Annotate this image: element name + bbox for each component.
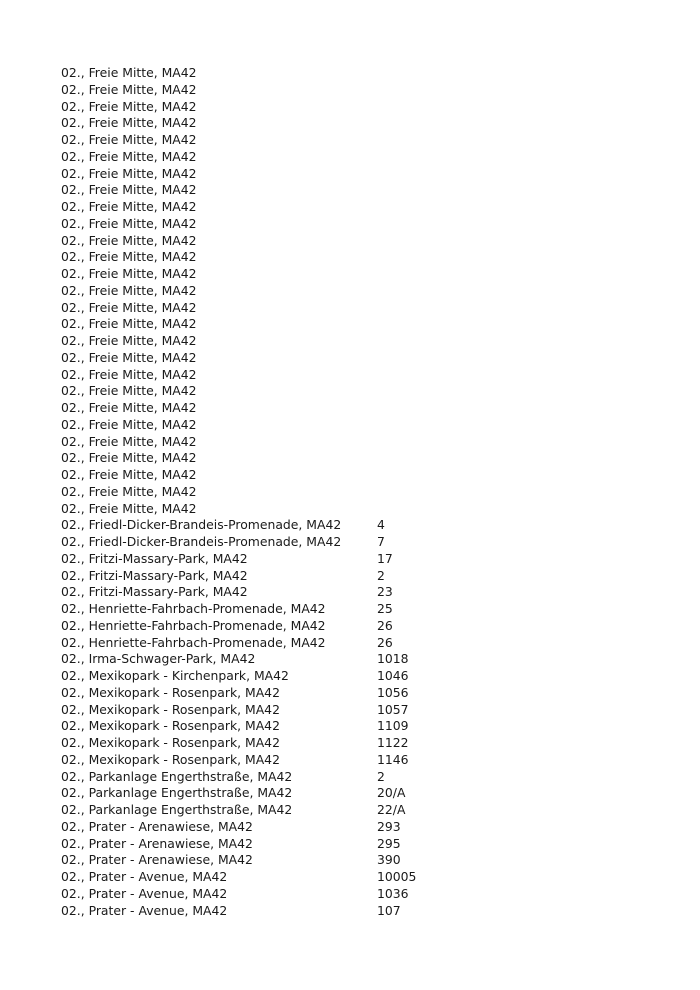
list-item: [61, 685, 661, 702]
location-name: 02., Freie Mitte, MA42: [61, 115, 197, 131]
location-number: 2: [377, 768, 385, 784]
list-item: [61, 852, 661, 869]
location-name: 02., Freie Mitte, MA42: [61, 366, 197, 382]
list-item: [61, 551, 661, 568]
list-item: [61, 467, 661, 484]
list-item: [61, 618, 661, 635]
location-name: 02., Freie Mitte, MA42: [61, 266, 197, 281]
location-name: 02., Freie Mitte, MA42: [61, 148, 197, 164]
location-name: 02., Freie Mitte, MA42: [61, 383, 197, 399]
location-name: 02., Prater - Avenue, MA42: [61, 869, 228, 884]
list-item: [61, 132, 661, 149]
list-item: [61, 568, 661, 585]
location-name: 02., Henriette-Fahrbach-Promenade, MA42: [61, 634, 326, 650]
location-name: 02., Freie Mitte, MA42: [61, 132, 197, 147]
location-name: 02., Fritzi-Massary-Park, MA42: [61, 584, 248, 600]
list-item: [61, 350, 661, 367]
list-item: [61, 752, 661, 769]
list-item: [61, 584, 661, 601]
location-number: 26: [377, 634, 393, 650]
list-item: [61, 82, 661, 99]
location-name: 02., Prater - Avenue, MA42: [61, 902, 228, 918]
location-number: 1036: [377, 885, 409, 901]
location-number: 107: [377, 902, 401, 918]
list-item: [61, 115, 661, 132]
list-item: [61, 903, 661, 920]
location-number: 293: [377, 818, 401, 834]
location-number: 1122: [377, 735, 409, 750]
list-item: [61, 400, 661, 417]
list-item: [61, 199, 661, 216]
location-number: 390: [377, 852, 401, 868]
list-item: [61, 434, 661, 451]
list-item: [61, 266, 661, 283]
list-item: [61, 785, 661, 802]
list-item: [61, 517, 661, 534]
location-name: 02., Prater - Avenue, MA42: [61, 885, 228, 901]
location-name: 02., Freie Mitte, MA42: [61, 81, 197, 97]
location-name: 02., Freie Mitte, MA42: [61, 182, 197, 198]
location-name: 02., Irma-Schwager-Park, MA42: [61, 651, 256, 667]
list-item: [61, 283, 661, 300]
location-name: 02., Freie Mitte, MA42: [61, 500, 197, 516]
location-number: 25: [377, 601, 393, 616]
list-item: [61, 249, 661, 266]
list-item: [61, 233, 661, 250]
list-item: [61, 534, 661, 551]
list-item: [61, 836, 661, 853]
location-number: 1018: [377, 651, 409, 667]
list-item: [61, 166, 661, 183]
list-item: [61, 802, 661, 819]
location-name: 02., Freie Mitte, MA42: [61, 467, 197, 482]
location-number: 23: [377, 584, 393, 600]
location-name: 02., Freie Mitte, MA42: [61, 215, 197, 231]
location-name: 02., Freie Mitte, MA42: [61, 249, 197, 265]
list-item: [61, 300, 661, 317]
location-name: 02., Mexikopark - Rosenpark, MA42: [61, 684, 280, 700]
location-number: 17: [377, 550, 393, 566]
list-item: [61, 635, 661, 652]
location-name: 02., Friedl-Dicker-Brandeis-Promenade, MA42: [61, 534, 342, 549]
location-number: 20/A: [377, 785, 406, 801]
list-item: [61, 886, 661, 903]
location-number: 1056: [377, 684, 409, 700]
location-name: 02., Freie Mitte, MA42: [61, 165, 197, 181]
location-name: 02., Freie Mitte, MA42: [61, 282, 197, 298]
list-item: [61, 65, 661, 82]
location-name: 02., Friedl-Dicker-Brandeis-Promenade, MA42: [61, 517, 342, 533]
list-item: [61, 216, 661, 233]
list-item: [61, 316, 661, 333]
location-number: 10005: [377, 869, 417, 884]
list-item: [61, 450, 661, 467]
location-name: 02., Prater - Arenawiese, MA42: [61, 835, 253, 851]
location-number: 295: [377, 835, 401, 851]
list-item: [61, 501, 661, 518]
location-name: 02., Fritzi-Massary-Park, MA42: [61, 550, 248, 566]
location-name: 02., Freie Mitte, MA42: [61, 450, 197, 466]
location-name: 02., Freie Mitte, MA42: [61, 299, 197, 315]
location-number: 2: [377, 567, 385, 583]
location-name: 02., Prater - Arenawiese, MA42: [61, 818, 253, 834]
list-item: [61, 869, 661, 886]
list-item: [61, 484, 661, 501]
location-number: 1057: [377, 701, 409, 717]
location-name: 02., Freie Mitte, MA42: [61, 316, 197, 332]
list-item: [61, 367, 661, 384]
location-name: 02., Freie Mitte, MA42: [61, 65, 197, 80]
location-name: 02., Parkanlage Engerthstraße, MA42: [61, 768, 293, 784]
location-name: 02., Mexikopark - Rosenpark, MA42: [61, 751, 280, 767]
location-name: 02., Freie Mitte, MA42: [61, 333, 197, 348]
location-name: 02., Mexikopark - Rosenpark, MA42: [61, 701, 280, 717]
location-number: 7: [377, 534, 385, 549]
list-item: [61, 417, 661, 434]
location-name: 02., Henriette-Fahrbach-Promenade, MA42: [61, 601, 326, 616]
list-item: [61, 182, 661, 199]
list-item: [61, 651, 661, 668]
location-name: 02., Freie Mitte, MA42: [61, 433, 197, 449]
location-name: 02., Freie Mitte, MA42: [61, 199, 197, 214]
location-name: 02., Freie Mitte, MA42: [61, 400, 197, 415]
list-item: [61, 668, 661, 685]
location-name: 02., Mexikopark - Rosenpark, MA42: [61, 718, 280, 734]
list-item: [61, 149, 661, 166]
location-name: 02., Fritzi-Massary-Park, MA42: [61, 567, 248, 583]
location-number: 26: [377, 617, 393, 633]
location-name: 02., Mexikopark - Kirchenpark, MA42: [61, 668, 289, 683]
location-name: 02., Freie Mitte, MA42: [61, 98, 197, 114]
location-list: [61, 65, 661, 919]
location-number: 4: [377, 517, 385, 533]
location-number: 1046: [377, 668, 409, 683]
list-item: [61, 333, 661, 350]
list-item: [61, 702, 661, 719]
location-name: 02., Henriette-Fahrbach-Promenade, MA42: [61, 617, 326, 633]
location-number: 1109: [377, 718, 409, 734]
list-item: [61, 718, 661, 735]
location-name: 02., Prater - Arenawiese, MA42: [61, 852, 253, 868]
location-name: 02., Freie Mitte, MA42: [61, 483, 197, 499]
location-name: 02., Freie Mitte, MA42: [61, 349, 197, 365]
location-number: 22/A: [377, 802, 406, 817]
list-item: [61, 99, 661, 116]
list-item: [61, 383, 661, 400]
location-name: 02., Parkanlage Engerthstraße, MA42: [61, 802, 293, 817]
list-item: [61, 735, 661, 752]
location-number: 1146: [377, 751, 409, 767]
location-name: 02., Freie Mitte, MA42: [61, 416, 197, 432]
location-name: 02., Parkanlage Engerthstraße, MA42: [61, 785, 293, 801]
location-name: 02., Mexikopark - Rosenpark, MA42: [61, 735, 280, 750]
list-item: [61, 601, 661, 618]
list-item: [61, 819, 661, 836]
list-item: [61, 769, 661, 786]
location-name: 02., Freie Mitte, MA42: [61, 232, 197, 248]
